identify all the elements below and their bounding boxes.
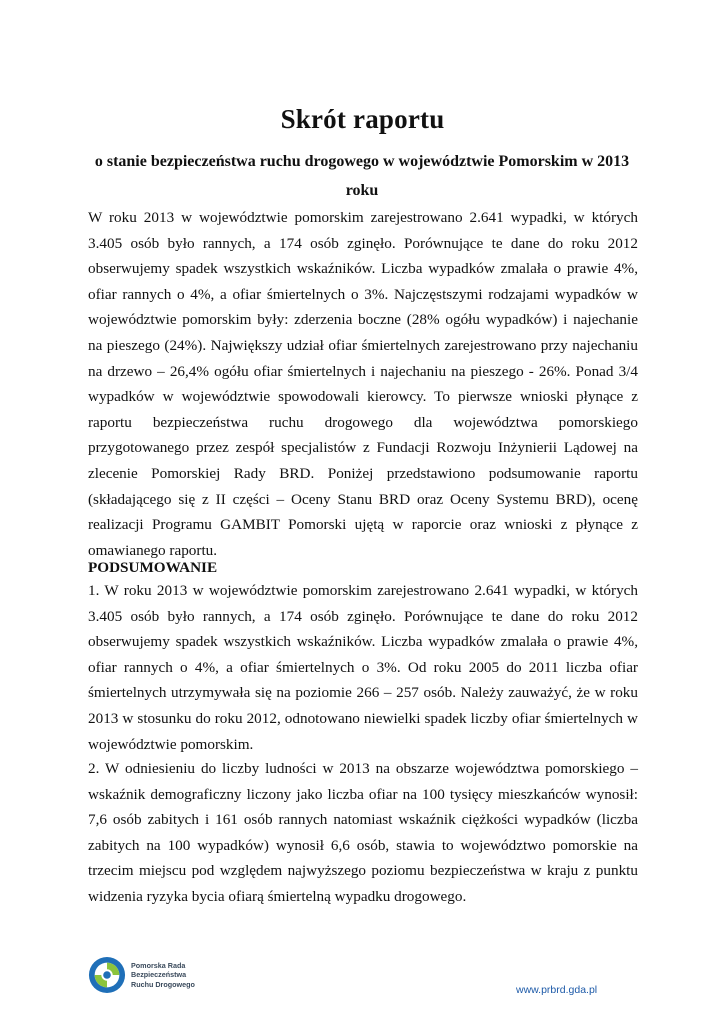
logo-line-3: Ruchu Drogowego [131,979,195,989]
document-title: Skrót raportu [280,104,445,134]
section-heading-summary: PODSUMOWANIE [88,559,218,576]
intro-paragraph: W roku 2013 w województwie pomorskim zarejestrowano 2.641 wypadki, w których 3.405 osób było rannych, a 174 osób zginęło. Porównujące te dane do roku 2012 obserwujemy spadek wszystkich wskaźników. Liczba wypadków zmalała o prawie 4%, ofiar rannych o 4%, a ofiar śmiertelnych o 3%. Najczęstszymi rodzajami wypadków w województwie pomorskim były: zderzenia boczne (28% ogółu wypadków) i najechanie na pieszego (24%). Największy udział ofiar śmiertelnych zarejestrowano przy najechaniu na drzewo – 26,4% ogółu ofiar śmiertelnych i najechaniu na pieszego - 26%. Ponad 3/4 wypadków w województwie spowodowali kierowcy. To pierwsze wnioski płynące z raportu bezpieczeństwa ruchu drogowego dla województwa pomorskiego przygotowanego przez zespół specjalistów z Fundacji Rozwoju Inżynierii Lądowej na zlecenie Pomorskiej Rady BRD. Poniżej przedstawiono podsumowanie raportu (składającego się z II części – Oceny Stanu BRD oraz Oceny Systemu BRD), ocenę realizacji Programu GAMBIT Pomorski ujętą w raporcie oraz wnioski z płynące z omawianego raportu. [88,209,638,559]
logo-line-1: Pomorska Rada [131,961,186,971]
logo-text [131,961,195,989]
summary-paragraph-1: 1. W roku 2013 w województwie pomorskim zarejestrowano 2.641 wypadki, w których 3.405 osób było rannych, a 174 osób zginęło. Porównujące te dane do roku 2012 obserwujemy spadek wszystkich wskaźników. Liczba wypadków zmalała o prawie 4%, ofiar rannych o 4%, a ofiar śmiertelnych o 3%. Od roku 2005 do 2011 liczba ofiar śmiertelnych utrzymywała się na poziomie 266 – 257 osób. Należy zauważyć, że w roku 2013 w stosunku do roku 2012, odnotowano niewielki spadek liczby ofiar śmiertelnych w województwie pomorskim. [88,582,638,753]
summary-paragraph-2: 2. W odniesieniu do liczby ludności w 2013 na obszarze województwa pomorskiego – wskaźnik demograficzny liczony jako liczba ofiar na 100 tysięcy mieszkańców wynosił: 7,6 osób zabitych i 161 osób rannych natomiast wskaźnik ciężkości wypadków (liczba zabitych na 100 wypadków) wynosił 6,6 osób, stawia to województwo pomorskie na trzecim miejscu pod względem najwyższego poziomu bezpieczeństwa w kraju z punktu widzenia ryzyka bycia ofiarą śmiertelną wypadku drogowego. [88,760,638,905]
logo-line-2: Bezpieczeństwa [131,970,187,980]
footer-logo [88,956,195,994]
document-subtitle: o stanie bezpieczeństwa ruchu drogowego w województwie Pomorskim w 2013 roku [94,153,630,199]
footer-website-link[interactable]: www.prbrd.gda.pl [516,984,598,996]
prbrd-logo-icon [88,956,126,994]
